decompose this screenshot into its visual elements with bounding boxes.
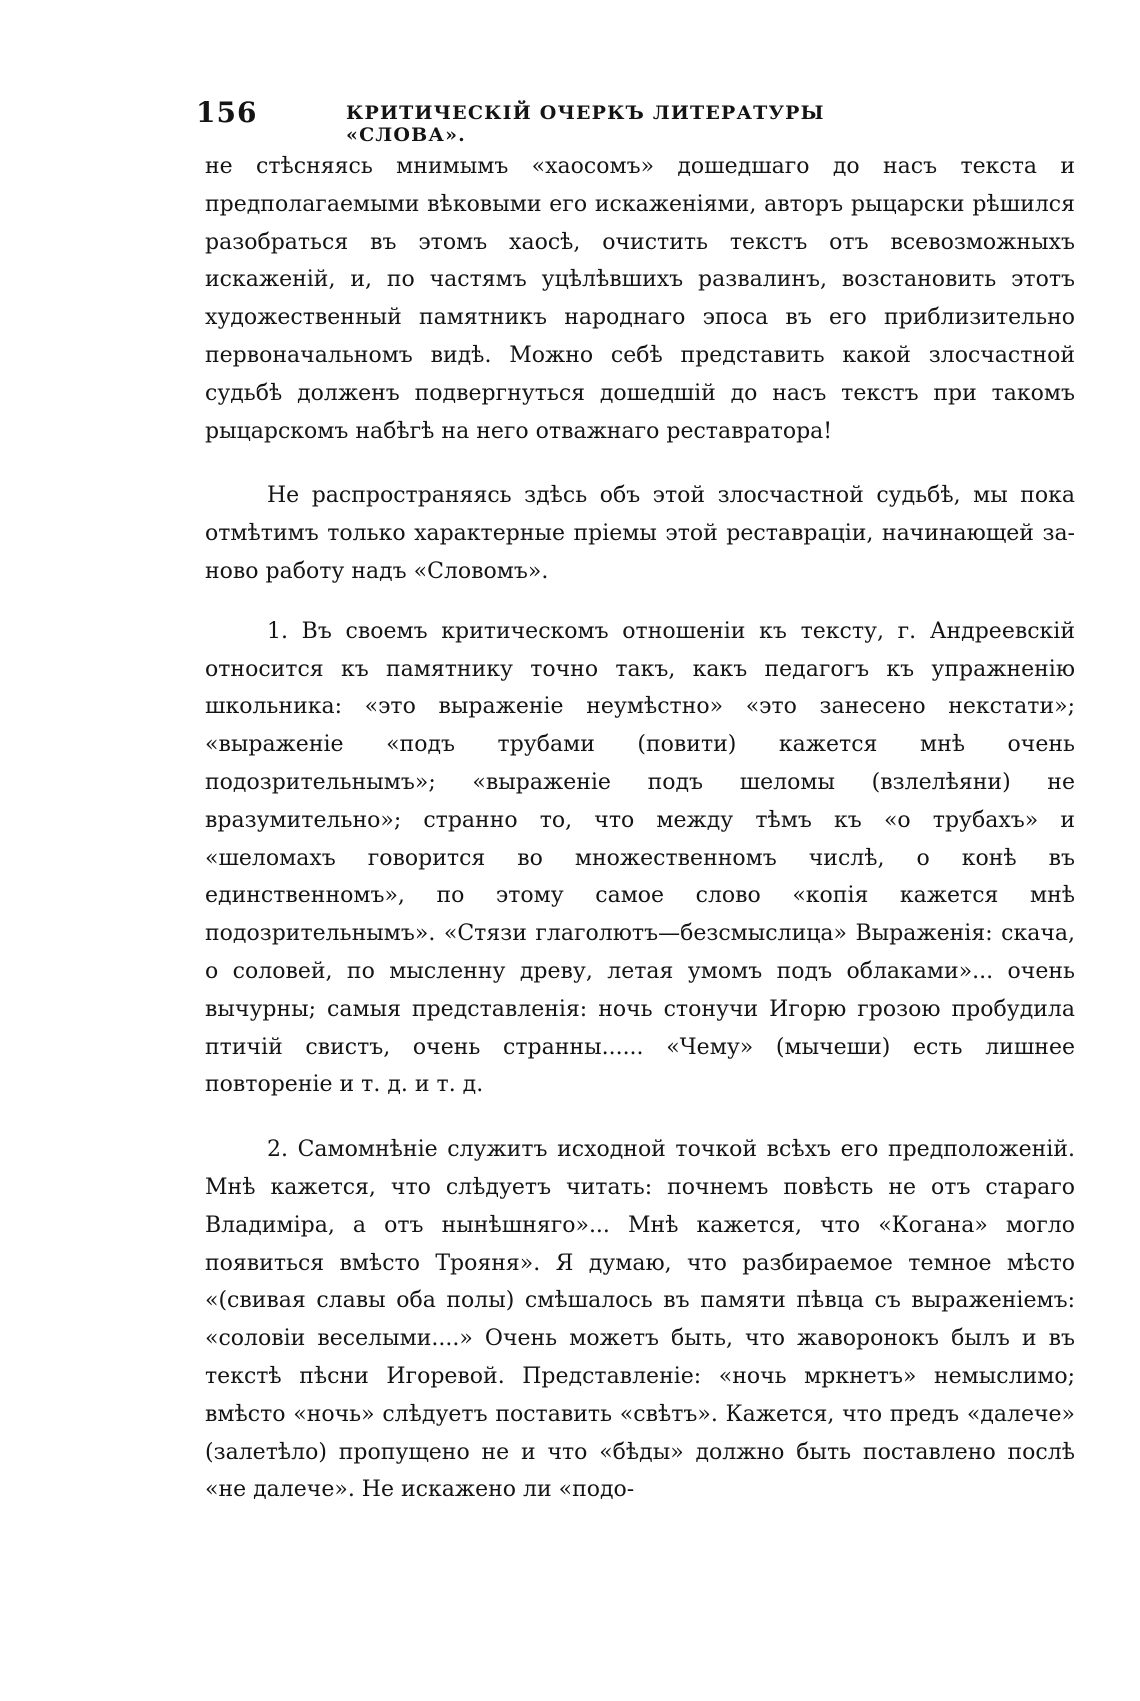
- running-title: КРИТИЧЕСКІЙ ОЧЕРКЪ ЛИТЕРАТУРЫ «СЛОВА».: [346, 102, 825, 146]
- paragraph-continuation: не стѣсняясь мнимымъ «хаосомъ» дошедшаго до насъ текста и предполагаемыми вѣковыми его искаженіями, авторъ рыцарски рѣшился разобраться въ этомъ хаосѣ, очистить текстъ отъ всевозможныхъ искаженій, и, по частямъ уцѣлѣвшихъ развалинъ, возстановить этотъ художественный памятникъ народнаго эпоса въ его приблизительно первоначальномъ видѣ. Можно себѣ представить какой злосчастной судьбѣ долженъ подвергнуться дошедшій до насъ текстъ при такомъ рыцарскомъ набѣгѣ на него отважнаго реставратора!: [205, 154, 1075, 444]
- paragraph-point-2: 2. Самомнѣніе служитъ исходной точкой всѣхъ его предположеній. Мнѣ кажется, что слѣдуетъ читать: почнемъ повѣсть не отъ стараго Владиміра, а отъ нынѣшняго»... Мнѣ кажется, что «Когана» могло появиться вмѣсто Трояня». Я думаю, что разбираемое темное мѣсто «(свивая славы оба полы) смѣшалось въ памяти пѣвца съ выраженіемъ: «соловіи веселыми....» Очень можетъ быть, что жаворонокъ былъ и въ текстѣ пѣсни Игоревой. Представленіе: «ночь мркнетъ» немыслимо; вмѣсто «ночь» слѣдуетъ поставить «свѣтъ». Кажется, что предъ «далече» (залетѣло) пропущено не и что «бѣды» должно быть поставлено послѣ «не далече». Не искажено ли «подо-: [205, 1137, 1075, 1503]
- paragraph-point-1: 1. Въ своемъ критическомъ отношеніи къ тексту, г. Андреевскій относится къ памятнику точно такъ, какъ педагогъ къ упражненію школьника: «это выраженіе неумѣстно» «это занесено некстати»; «выраженіе «подъ трубами (повити) кажется мнѣ очень подозрительнымъ»; «выраженіе подъ шеломы (взлелѣяни) не вразумительно»; странно то, что между тѣмъ къ «о трубахъ» и «шеломахъ говорится во множественномъ числѣ, о конѣ въ единственномъ», по этому самое слово «копія кажется мнѣ подозрительнымъ». «Стязи глаголютъ—безсмыслица» Выраженія: скача, о соловей, по мысленну древу, летая умомъ подъ облаками»... очень вычурны; самыя представленія: ночь стонучи Игорю грозою пробудила птичій свистъ, очень странны...... «Чему» (мычеши) есть лишнее повтореніе и т. д. и т. д.: [205, 618, 1075, 1098]
- page-header: [196, 96, 916, 146]
- paragraph-intro: Не распространяясь здѣсь объ этой злосчастной судьбѣ, мы пока отмѣтимъ только характерные пріемы этой реставраціи, начинающей за-ново работу надъ «Словомъ».: [205, 483, 1075, 584]
- page-body: [205, 148, 1075, 1509]
- page-number: 156: [196, 96, 258, 129]
